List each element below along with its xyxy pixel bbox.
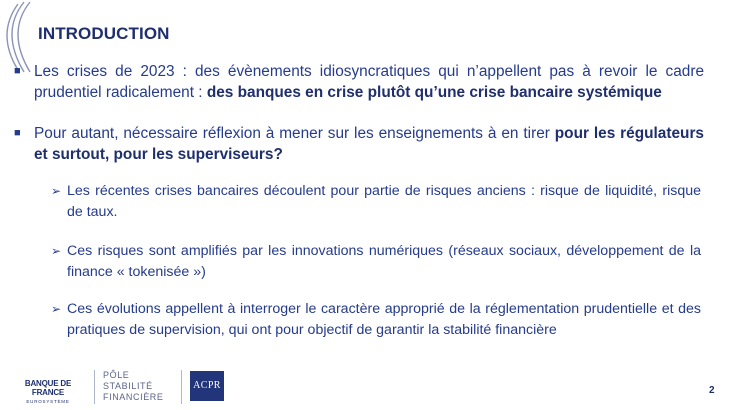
sub-bullet-1-text: Les récentes crises bancaires découlent pour partie de risques anciens : risque de liquidité, risque de taux. [67, 183, 701, 220]
sub-bullet-1 [51, 181, 701, 223]
sub-bullet-2-text: Ces risques sont amplifiés par les innovations numériques (réseaux sociaux, développement de la finance « tokenisée ») [67, 243, 701, 280]
bullet-2 [14, 123, 704, 165]
acpr-logo: ACPR [190, 371, 224, 401]
psf-line-1: PÔLE [103, 370, 130, 380]
bullet-1-text [34, 61, 704, 103]
footer-divider [94, 370, 95, 404]
bullet-2-emphasis: pour les régulateurs et surtout, pour les superviseurs? [34, 125, 704, 163]
slide-title: INTRODUCTION [38, 24, 170, 43]
arrow-bullet-icon: ➢ [51, 184, 62, 198]
square-bullet-icon: ■ [14, 127, 21, 139]
bullet-1 [14, 61, 704, 103]
bullet-1-emphasis: des banques en crise plutôt qu’une crise bancaire systémique [206, 84, 662, 101]
page-number: 2 [709, 385, 715, 396]
bullet-2-text [34, 123, 704, 165]
sub-bullet-3 [51, 299, 701, 341]
bullet-1-body: Les crises de 2023 : des évènements idiosyncratiques qui n’appellent pas à revoir le cadre prudentiel radicalement : [34, 63, 704, 101]
square-bullet-icon: ■ [14, 65, 21, 77]
psf-line-2: STABILITÉ [103, 381, 153, 391]
bdf-sub: EUROSYSTÈME [26, 399, 70, 404]
arrow-bullet-icon: ➢ [51, 244, 62, 258]
bdf-name: BANQUE DE FRANCE [24, 379, 72, 397]
arrow-bullet-icon: ➢ [51, 302, 62, 316]
banque-de-france-logo [8, 369, 88, 404]
bullet-2-body: Pour autant, nécessaire réflexion à mener sur les enseignements à en tirer [34, 125, 555, 142]
psf-line-3: FINANCIÈRE [103, 392, 164, 402]
footer-divider [181, 370, 182, 404]
pole-stabilite-financiere-logo [103, 370, 164, 403]
sub-bullet-3-text: Ces évolutions appellent à interroger le caractère approprié de la réglementation prudentielle et des pratiques de supervision, qui ont pour objectif de garantir la stabilité financière [67, 301, 701, 338]
sub-bullet-2 [51, 241, 701, 283]
bdf-emblem-icon [8, 369, 88, 379]
